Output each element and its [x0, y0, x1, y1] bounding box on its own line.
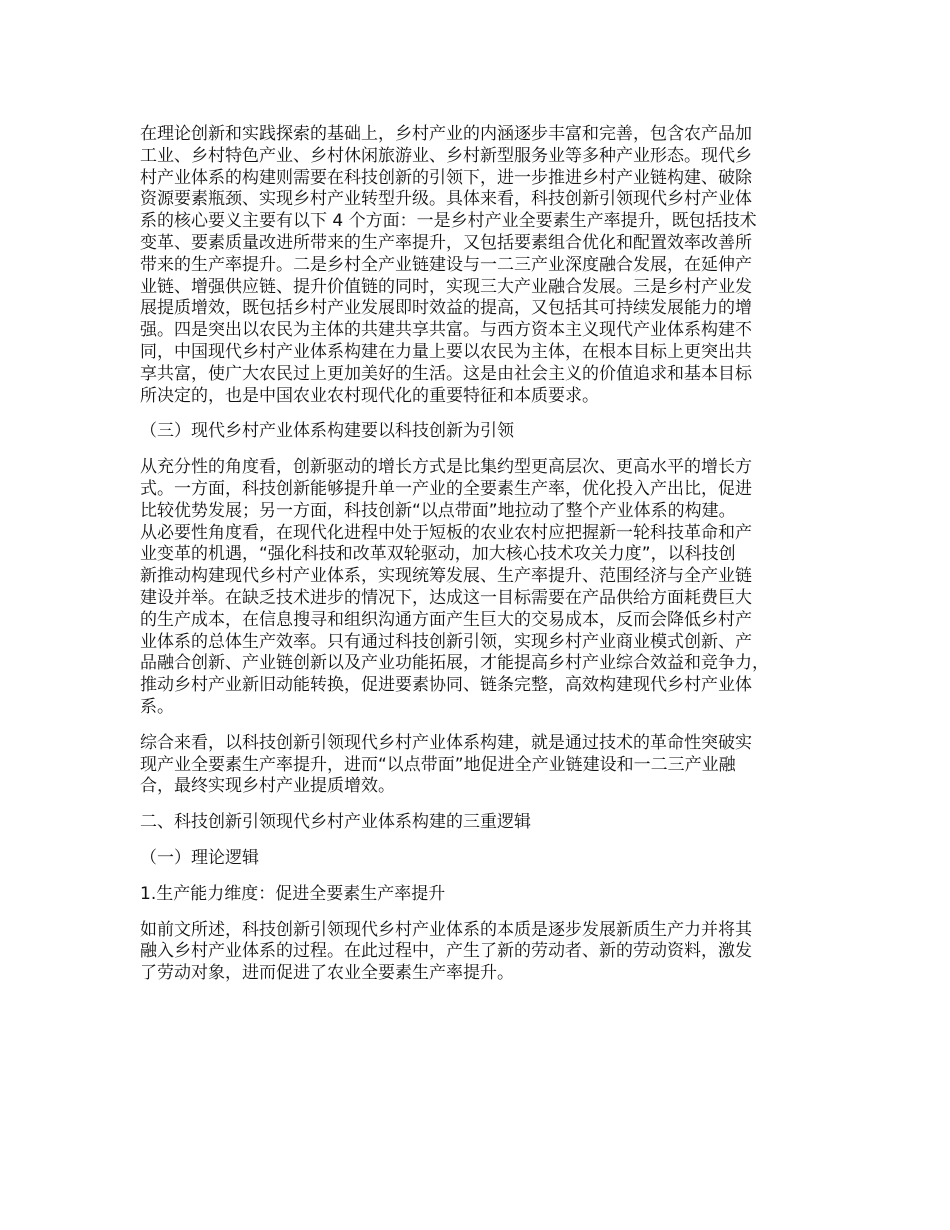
- subsection-heading: （三）现代乡村产业体系构建要以科技创新为引领: [140, 421, 514, 442]
- heading-theory-logic: [140, 848, 828, 870]
- text-line: 系的核心要义主要有以下 4 个方面：一是乡村产业全要素生产率提升，既包括技术: [140, 211, 757, 232]
- text-line: 品融合创新、产业链创新以及产业功能拓展，才能提高乡村产业综合效益和竞争力，: [140, 653, 769, 674]
- text-line: 推动乡村产业新旧动能转换，促进要素协同、链条完整，高效构建现代乡村产业体: [140, 675, 752, 696]
- text-line: 工业、乡村特色产业、乡村休闲旅游业、乡村新型服务业等多种产业形态。现代乡: [140, 145, 752, 166]
- text-line: 式。一方面，科技创新能够提升单一产业的全要素生产率，优化投入产出比，促进: [140, 478, 752, 499]
- paragraph-sufficiency: [140, 457, 828, 522]
- text-line: 系。: [140, 696, 174, 717]
- text-line: 展提质增效，既包括乡村产业发展即时效益的提高，又包括其可持续发展能力的增: [140, 298, 752, 319]
- text-line: 资源要素瓶颈、实现乡村产业转型升级。具体来看，科技创新引领现代乡村产业体: [140, 189, 752, 210]
- text-line: 比较优势发展；另一方面，科技创新“以点带面”地拉动了整个产业体系的构建。: [140, 500, 736, 521]
- text-line: 的生产成本，在信息搜寻和组织沟通方面产生巨大的交易成本，反而会降低乡村产: [140, 609, 752, 630]
- text-line: 业变革的机遇，“强化科技和改革双轮驱动，加大核心技术攻关力度”，以科技创: [140, 544, 736, 565]
- paragraph-necessity: [140, 523, 828, 719]
- section-heading: 二、科技创新引领现代乡村产业体系构建的三重逻辑: [140, 812, 531, 833]
- text-line: 业链、增强供应链、提升价值链的同时，实现三大产业融合发展。三是乡村产业发: [140, 276, 752, 297]
- document-body: [140, 124, 828, 985]
- paragraph-summary: [140, 733, 828, 798]
- text-line: 村产业体系的构建则需要在科技创新的引领下，进一步推进乡村产业链构建、破除: [140, 167, 752, 188]
- text-line: 从充分性的角度看，创新驱动的增长方式是比集约型更高层次、更高水平的增长方: [140, 457, 752, 478]
- text-line: 新推动构建现代乡村产业体系，实现统筹发展、生产率提升、范围经济与全产业链: [140, 566, 752, 587]
- heading-subsection-3: [140, 421, 828, 443]
- text-line: 了劳动对象，进而促进了农业全要素生产率提升。: [140, 963, 514, 984]
- text-line: 同，中国现代乡村产业体系构建在力量上要以农民为主体，在根本目标上更突出共: [140, 341, 752, 362]
- text-line: 所决定的，也是中国农业农村现代化的重要特征和本质要求。: [140, 385, 599, 406]
- text-line: 综合来看，以科技创新引领现代乡村产业体系构建，就是通过技术的革命性突破实: [140, 732, 752, 753]
- text-line: 在理论创新和实践探索的基础上，乡村产业的内涵逐步丰富和完善，包含农产品加: [140, 124, 752, 144]
- heading-production-capacity: [140, 884, 828, 906]
- text-line: 带来的生产率提升。二是乡村全产业链建设与一二三产业深度融合发展，在延伸产: [140, 254, 752, 275]
- text-line: 强。四是突出以农民为主体的共建共享共富。与西方资本主义现代产业体系构建不: [140, 320, 752, 341]
- subsection-heading: （一）理论逻辑: [140, 847, 259, 868]
- text-line: 如前文所述，科技创新引领现代乡村产业体系的本质是逐步发展新质生产力并将其: [140, 919, 752, 940]
- text-line: 享共富，使广大农民过上更加美好的生活。这是由社会主义的价值追求和基本目标: [140, 363, 752, 384]
- text-line: 业体系的总体生产效率。只有通过科技创新引领，实现乡村产业商业模式创新、产: [140, 631, 752, 652]
- item-heading: 1.生产能力维度：促进全要素生产率提升: [140, 883, 446, 904]
- paragraph-rural-industry-definition: [140, 124, 828, 407]
- heading-section-2: [140, 812, 828, 834]
- text-line: 融入乡村产业体系的过程。在此过程中，产生了新的劳动者、新的劳动资料，激发: [140, 941, 752, 962]
- paragraph-new-productivity: [140, 920, 828, 985]
- text-line: 从必要性角度看，在现代化进程中处于短板的农业农村应把握新一轮科技革命和产: [140, 522, 752, 543]
- text-line: 合，最终实现乡村产业提质增效。: [140, 776, 395, 797]
- text-line: 建设并举。在缺乏技术进步的情况下，达成这一目标需要在产品供给方面耗费巨大: [140, 587, 752, 608]
- text-line: 变革、要素质量改进所带来的生产率提升，又包括要素组合优化和配置效率改善所: [140, 232, 752, 253]
- text-line: 现产业全要素生产率提升，进而“以点带面”地促进全产业链建设和一二三产业融: [140, 754, 736, 775]
